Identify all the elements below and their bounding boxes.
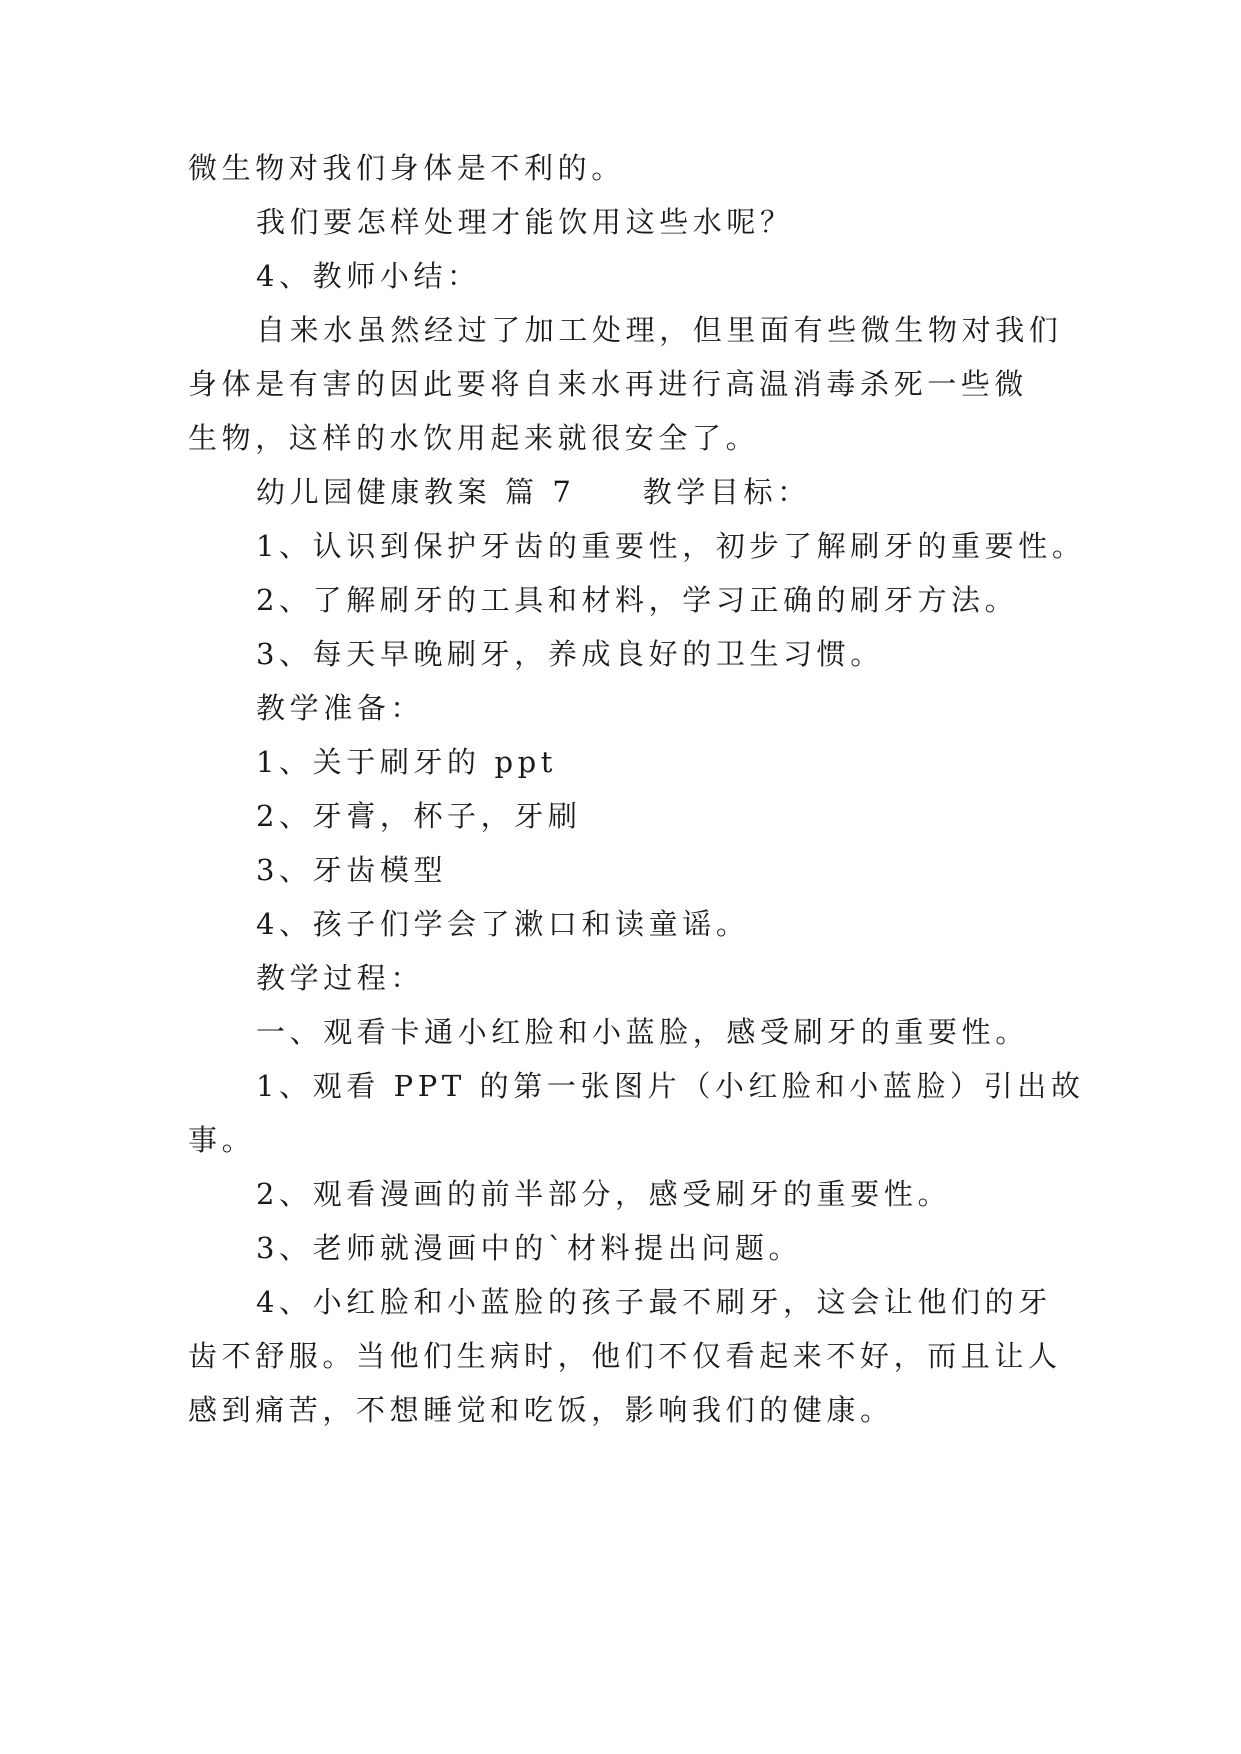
- text-line-15: 4、孩子们学会了漱口和读童谣。: [256, 907, 750, 941]
- text-line-11: 教学准备：: [256, 691, 425, 725]
- text-line-19: 事。: [188, 1123, 256, 1157]
- text-line-3: 4、教师小结：: [256, 259, 481, 293]
- text-line-12: 1、关于刷牙的 ppt: [256, 745, 558, 779]
- text-line-17: 一、观看卡通小红脸和小蓝脸，感受刷牙的重要性。: [256, 1015, 1029, 1049]
- text-line-4: 自来水虽然经过了加工处理，但里面有些微生物对我们: [256, 313, 1063, 347]
- text-line-1: 微生物对我们身体是不利的。: [188, 151, 625, 185]
- text-line-22: 4、小红脸和小蓝脸的孩子最不刷牙，这会让他们的牙: [256, 1285, 1052, 1319]
- text-line-9: 2、了解刷牙的工具和材料，学习正确的刷牙方法。: [256, 583, 1019, 617]
- text-line-10: 3、每天早晚刷牙，养成良好的卫生习惯。: [256, 637, 884, 671]
- text-line-16: 教学过程：: [256, 961, 425, 995]
- text-line-5: 身体是有害的因此要将自来水再进行高温消毒杀死一些微: [188, 367, 1029, 401]
- text-line-13: 2、牙膏，杯子，牙刷: [256, 799, 582, 833]
- text-line-2: 我们要怎样处理才能饮用这些水呢？: [256, 205, 794, 239]
- text-line-23: 齿不舒服。当他们生病时，他们不仅看起来不好，而且让人: [188, 1339, 1062, 1373]
- text-line-20: 2、观看漫画的前半部分，感受刷牙的重要性。: [256, 1177, 952, 1211]
- text-line-18: 1、观看 PPT 的第一张图片（小红脸和小蓝脸）引出故: [256, 1069, 1085, 1103]
- text-line-14: 3、牙齿模型: [256, 853, 448, 887]
- text-line-6: 生物，这样的水饮用起来就很安全了。: [188, 421, 760, 455]
- section-heading-line: 幼儿园健康教案 篇 7 教学目标：: [256, 475, 811, 509]
- text-line-21: 3、老师就漫画中的`材料提出问题。: [256, 1231, 803, 1265]
- text-line-8: 1、认识到保护牙齿的重要性，初步了解刷牙的重要性。: [256, 529, 1086, 563]
- text-line-24: 感到痛苦，不想睡觉和吃饭，影响我们的健康。: [188, 1393, 894, 1427]
